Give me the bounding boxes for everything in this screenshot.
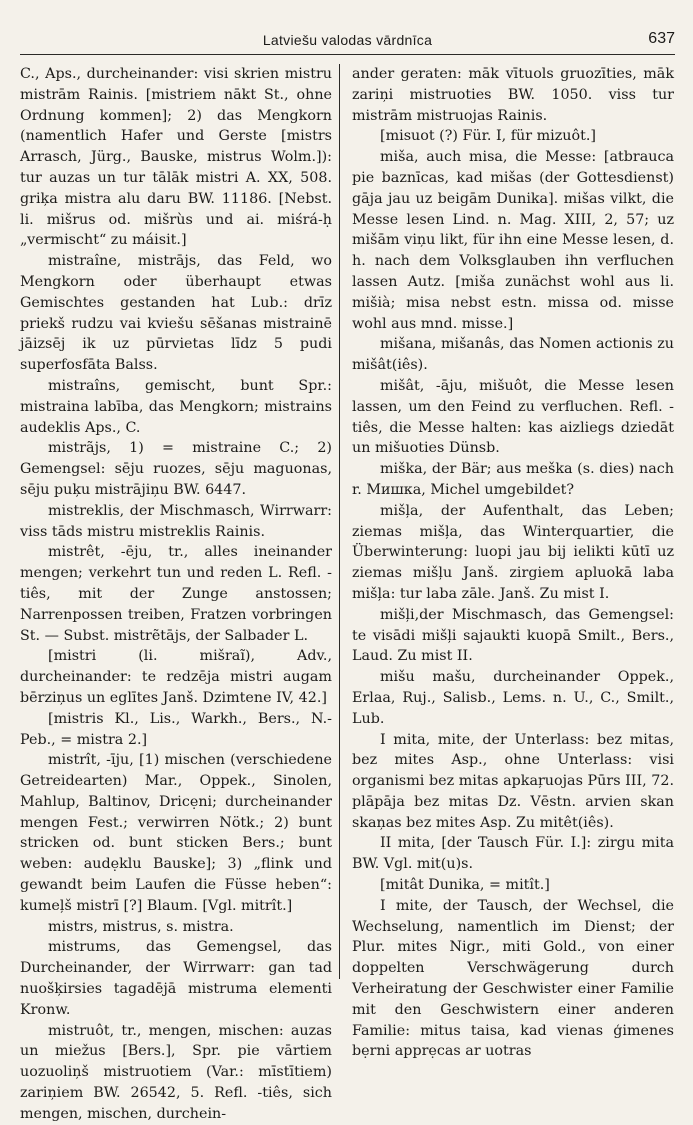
dictionary-entry: mistrums, das Gemengsel, das Durcheinander, der Wirrwarr: gan tad nuošķirsies tagadējā mistruma elementi Kronw.: [20, 939, 332, 1018]
dictionary-entry: mistraîne, mistrājs, das Feld, wo Mengkorn oder überhaupt etwas Gemischtes gestanden hat Lub.: drīz priekš rudzu vai kviešu sēšanas mistrainē jāizsēj ik uz pūrvietas līdz 5 pudi superfosfāta Balss.: [20, 253, 332, 374]
left-column: [20, 64, 332, 1125]
dictionary-entry: ander geraten: māk vītuols gruozīties, māk zariņi mistruoties BW. 1050. viss tur mistrām mistruojas Rainis.: [352, 66, 674, 124]
dictionary-entry: [misuot (?) Für. I, für mizuôt.]: [380, 128, 596, 145]
dictionary-entry: C., Aps., durcheinander: visi skrien mistru mistrām Rainis. [mistriem nākt St., ohne Ordnung kommen]; 2) das Mengkorn (namentlich Hafer und Gerste [mistrs Arrasch, Jürg., Bauske, mistrus Wolm.]): tur auzas un tur tālāk mistri A. XX, 508. griķa mistra alu daru BW. 11186. [Nebst. li. mišrus od. mišrùs und ai. miśrá-ḥ „vermischt“ zu máisit.]: [20, 66, 332, 249]
right-column: [352, 64, 674, 1062]
dictionary-entry: mistrs, mistrus, s. mistra.: [48, 918, 234, 935]
dictionary-entry: mišana, mišanâs, das Nomen actionis zu mišât(iês).: [352, 336, 674, 374]
dictionary-entry: miška, der Bär; aus meška (s. dies) nach r. Мишка, Michel umgebildet?: [352, 461, 674, 498]
dictionary-entry: [mistri (li. mišraĩ), Adv., durcheinander: te redzēja mistri augam bērziņus un eglītes Janš. Dzimtene IV, 42.]: [20, 648, 332, 706]
dictionary-entry: mišļa, der Aufenthalt, das Leben; ziemas mišļa, das Winterquartier, die Überwinterung: luopi jau bij ielikti kūtī uz ziemas mišļu Janš. zirgiem apluokā laba mišļa: tur laba zāle. Janš. Zu mist I.: [352, 502, 674, 602]
dictionary-entry: mistrît, -īju, [1) mischen (verschiedene Getreidearten) Mar., Oppek., Sinolen, Mahlup, Baltinov, Dricẹni; durcheinander mengen Fest.; verwirren Nötk.; 2) bunt stricken od. bunt sticken Bers.; bunt weben: audẹklu Bauske]; 3) „flink und gewandt beim Laufen die Füsse heben“: kumeļš mistrī [?] Blaum. [Vgl. mitrît.]: [20, 752, 332, 914]
dictionary-entry: I mita, mite, der Unterlass: bez mitas, bez mites Asp., ohne Unterlass: visi organismi bez mitas apkaŗuojas Pūrs III, 72. plāpāja bez mitas Dz. Vēstn. arvien skan skaņas bez mites Asp. Zu mitêt(iês).: [352, 731, 674, 831]
running-title: Latviešu valodas vārdnīca: [262, 32, 433, 48]
dictionary-entry: mistraîns, gemischt, bunt Spr.: mistraina labība, das Mengkorn; mistrains audeklis Aps., C.: [20, 377, 332, 436]
dictionary-entry: mistreklis, der Mischmasch, Wirrwarr: viss tāds mistru mistreklis Rainis.: [20, 502, 332, 540]
dictionary-entry: mistruôt, tr., mengen, mischen: auzas un miežus [Bers.], Spr. pie vārtiem uozuoliņš mistruotiem (Var.: mīstītiem) zariņiem BW. 26542, 5. Refl. -tiês, sich mengen, mischen, durchein-: [20, 1022, 332, 1122]
dictionary-entry: [mistris Kl., Lis., Warkh., Bers., N.-Peb., = mistra 2.]: [20, 710, 332, 748]
dictionary-entry: [mitât Dunika, = mitît.]: [380, 877, 550, 894]
page-header: [20, 30, 675, 55]
dictionary-entry: miša, auch misa, die Messe: [atbrauca pie baznīcas, kad mišas (der Gottesdienst) gāja jau uz beigām Dunika]. mišas vilkt, die Messe lesen Lind. n. Mag. XIII, 2, 57; uz mišām viņu likt, für ihn eine Messe lesen, d. h. nach dem Volksglauben ihn verfluchen lassen Autz. [miša zunächst wohl aus li. mišià; misa nebst estn. missa od. misse wohl aus mnd. misse.]: [352, 149, 674, 332]
dictionary-entry: mišât, -āju, mišuôt, die Messe lesen lassen, um den Feind zu verfluchen. Refl. -tiês, die Messe halten: kas aizliegs dziedāt un mišuoties Dünsb.: [352, 377, 674, 457]
dictionary-entry: mistrãjs, 1) = mistraine C.; 2) Gemengsel: sēju ruozes, sēju maguonas, sēju puķu mistrājiņu BW. 6447.: [20, 440, 332, 498]
dictionary-entry: mistrêt, -ēju, tr., alles ineinander mengen; verkehrt tun und reden L. Refl. -tiês, mit der Zunge anstossen; Narrenpossen treiben, Fratzen vorbringen St. — Subst. mistrẽtājs, der Salbader L.: [20, 544, 332, 644]
page-number: 637: [648, 30, 675, 47]
dictionary-entry: I mite, der Tausch, der Wechsel, die Wechselung, namentlich im Dienst; der Plur. mites Nigr., miti Gold., von einer doppelten Verschwägerung durch Verheiratung der Geschwister einer Familie mit den Geschwistern einer anderen Familie: mitus taisa, kad vienas ģimenes bẹrni apprẹcas ar uotras: [352, 897, 674, 1060]
dictionary-entry: mišu mašu, durcheinander Oppek., Erlaa, Ruj., Salisb., Lems. n. U., C., Smilt., Lub.: [352, 669, 674, 727]
dictionary-entry: mišļi,der Mischmasch, das Gemengsel: te visādi mišļi sajaukti kuopā Smilt., Bers., Laud. Zu mist II.: [352, 606, 674, 665]
dictionary-entry: II mita, [der Tausch Für. I.]: zirgu mita BW. Vgl. mit(u)s.: [352, 835, 674, 873]
column-divider: [339, 64, 340, 979]
